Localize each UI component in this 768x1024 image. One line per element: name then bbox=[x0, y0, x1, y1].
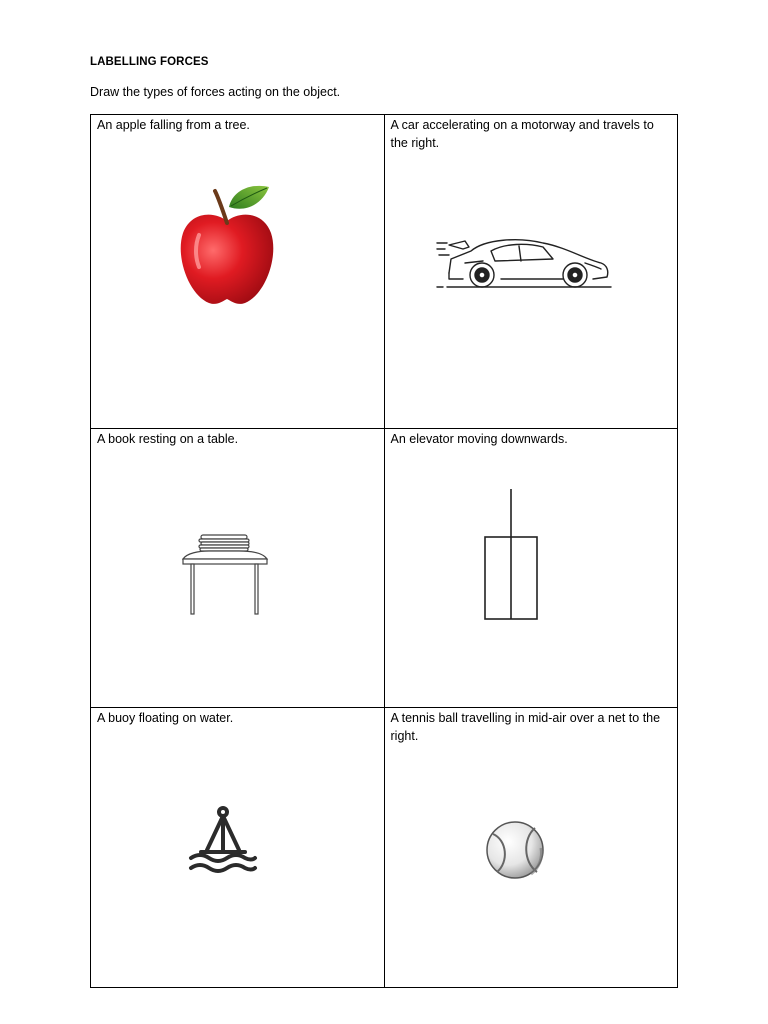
cell-label: An apple falling from a tree. bbox=[97, 118, 250, 132]
sports-car-image bbox=[435, 233, 615, 293]
cell-label: A tennis ball travelling in mid-air over a net to the right. bbox=[390, 711, 661, 743]
cell-label: A buoy floating on water. bbox=[97, 711, 234, 725]
cell-label: A car accelerating on a motorway and travels to the right. bbox=[390, 118, 654, 150]
elevator-image bbox=[481, 487, 541, 623]
worksheet-instructions: Draw the types of forces acting on the object. bbox=[90, 85, 341, 99]
cell-label: A book resting on a table. bbox=[97, 432, 239, 446]
cell-buoy bbox=[91, 708, 385, 988]
cell-car bbox=[384, 115, 678, 429]
buoy-icon bbox=[187, 804, 259, 874]
cell-book bbox=[91, 429, 385, 708]
table-row bbox=[91, 115, 678, 429]
table-row bbox=[91, 708, 678, 988]
cell-elevator bbox=[384, 429, 678, 708]
apple-image bbox=[177, 183, 277, 307]
cell-label: An elevator moving downwards. bbox=[390, 432, 568, 446]
forces-table bbox=[90, 114, 678, 988]
books-on-table-image bbox=[179, 529, 269, 619]
cell-tennis-ball bbox=[384, 708, 678, 988]
tennis-ball-image bbox=[485, 818, 549, 882]
cell-apple bbox=[91, 115, 385, 429]
table-row bbox=[91, 429, 678, 708]
worksheet-title: LABELLING FORCES bbox=[90, 56, 209, 68]
